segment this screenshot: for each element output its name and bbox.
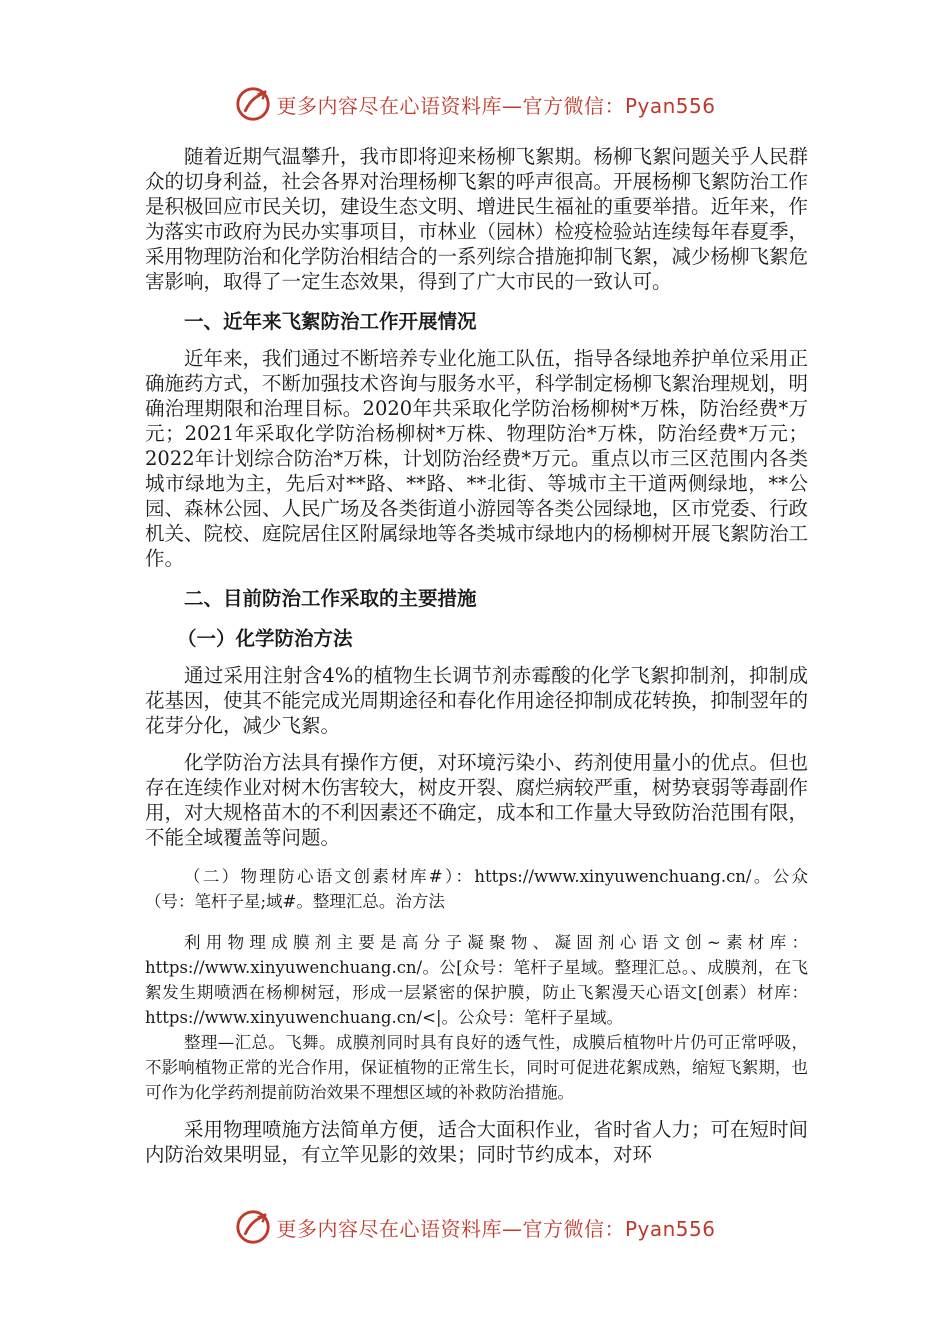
document-body <box>145 144 808 1167</box>
intro-paragraph: 随着近期气温攀升，我市即将迎来杨柳飞絮期。杨柳飞絮问题关乎人民群众的切身利益，社会各界对治理杨柳飞絮的呼声很高。开展杨柳飞絮防治工作是积极回应市民关切，建设生态文明、增进民生福祉的重要举措。近年来，作为落实市政府为民办实事项目，市林业（园林）检疫检验站连续每年春夏季，采用物理防治和化学防治相结合的一系列综合措施抑制飞絮，减少杨柳飞絮危害影响，取得了一定生态效果，得到了广大市民的一致认可。 <box>145 145 809 293</box>
subsection-heading-physical: （二）物理防心语文创素材库#）：https://www.xinyuwenchuang.cn/。公众（号：笔杆子星;域#。整理汇总。治方法 <box>145 867 808 911</box>
chemical-method-paragraph: 通过采用注射含4%的植物生长调节剂赤霉酸的化学飞絮抑制剂，抑制成花基因，使其不能完成光周期途径和春化作用途径抑制成花转换，抑制翌年的花芽分化，减少飞絮。 <box>145 664 809 737</box>
progress-paragraph: 近年来，我们通过不断培养专业化施工队伍，指导各绿地养护单位采用正确施药方式，不断加强技术咨询与服务水平，科学制定杨柳飞絮治理规划，明确治理期限和治理目标。2020年共采取化学防治杨柳树*万株，防治经费*万元；2021年采取化学防治杨柳树*万株、物理防治*万株，防治经费*万元；2022年计划综合防治*万株，计划防治经费*万元。重点以市三区范围内各类城市绿地为主，先后对**路、**路、**北街、等城市主干道两侧绿地，**公园、森林公园、人民广场及各类街道小游园等各类公园绿地，区市党委、行政机关、院校、庭院居住区附属绿地等各类城市绿地内的杨柳树开展飞絮防治工作。 <box>145 347 809 570</box>
footer-banner <box>0 1207 950 1247</box>
spray-method-paragraph: 采用物理喷施方法简单方便，适合大面积作业，省时省人力；可在短时间内防治效果明显，有立竿见影的效果；同时节约成本，对环 <box>145 1118 809 1166</box>
chemical-pros-cons-paragraph: 化学防治方法具有操作方便，对环境污染小、药剂使用量小的优点。但也存在连续作业对树木伤害较大，树皮开裂、腐烂病较严重，树势衰弱等毒副作用，对大规格苗木的不利因素还不确定，成本和工作量大导致防治范围有限，不能全域覆盖等问题。 <box>145 751 809 849</box>
physical-method-paragraph-continued: 整理—汇总。飞舞。成膜剂同时具有良好的透气性，成膜后植物叶片仍可正常呼吸，不影响植物正常的光合作用，保证植物的正常生长，同时可促进花絮成熟，缩短飞絮期，也可作为化学药剂提前防治效果不理想区域的补救防治措施。 <box>145 1033 808 1102</box>
logo-icon <box>234 85 272 123</box>
banner-text: 更多内容尽在心语资料库—官方微信：Pyan556 <box>276 1216 716 1241</box>
logo-icon <box>234 1208 272 1246</box>
section-heading-1: 一、近年来飞絮防治工作开展情况 <box>184 310 477 333</box>
subsection-heading-chemical: （一）化学防治方法 <box>177 627 353 650</box>
physical-method-paragraph: 利用物理成膜剂主要是高分子凝聚物、凝固剂心语文创~素材库：https://www.xinyuwenchuang.cn/。公[众号：笔杆子星域。整理汇总。、成膜剂，在飞絮发生期喷洒在杨柳树冠，形成一层紧密的保护膜，防止飞絮漫天心语文[创素）材库：https://www.xinyuwenchuang.cn/<|。公众号：笔杆子星域。 <box>145 933 808 1027</box>
banner-text: 更多内容尽在心语资料库—官方微信：Pyan556 <box>276 93 716 118</box>
section-heading-2: 二、目前防治工作采取的主要措施 <box>184 587 477 610</box>
header-banner <box>0 84 950 124</box>
